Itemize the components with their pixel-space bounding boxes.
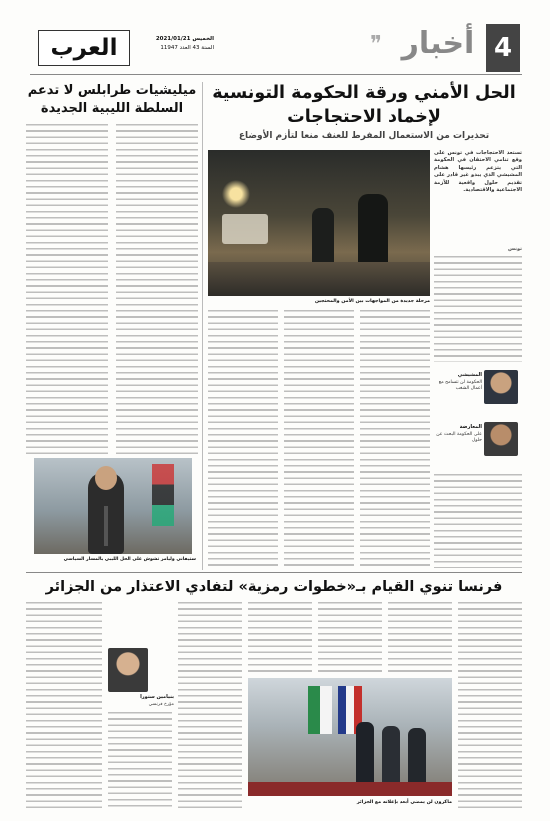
france-photo-caption: ماكرون لن يمضي أبعد بإعلانه مع الجزائر (356, 800, 452, 805)
main-photo (208, 150, 430, 296)
person-head (95, 466, 117, 490)
section-title: أخبار (401, 26, 475, 61)
france-photo (248, 678, 452, 796)
france-text-col-4 (248, 602, 312, 674)
main-text-col-1 (360, 310, 430, 568)
libya-photo-caption: ستيفاني وليامز تشوش على الحل الليبي بالمسار السياسي (63, 557, 196, 562)
france-quote-name: بنيامين ستورا (140, 694, 174, 700)
main-lead: تستعد الاحتجاجات في تونس على وقع تنامي الاحتقان في الحكومة التي يتزعم رئيسها هشام المشيشي الذي يبدو غير قادر على تقديم حلول واقعية للأزمة الاجتماعية والاقتصادية. (434, 150, 522, 194)
avatar-1 (484, 370, 518, 404)
quote-mark-icon: ❞ (370, 32, 382, 57)
libya-headline-line2: السلطة الليبية الجديدة (40, 101, 184, 116)
libya-text-col-left (26, 124, 108, 454)
quote-text-1: الحكومة لن تتسامح مع أعمال الشغب (438, 380, 482, 391)
header-rule (30, 74, 522, 75)
libya-photo (34, 458, 192, 554)
main-headline-line1: الحل الأمني ورقة الحكومة التونسية (212, 83, 516, 103)
france-avatar (108, 648, 148, 692)
france-text-col-7 (26, 602, 102, 810)
main-text-col-2 (284, 310, 354, 568)
france-text-col-3 (318, 602, 382, 674)
logo-text: العرب (50, 35, 118, 61)
flag-shape (152, 464, 174, 526)
quote-name-1: المشيشي (457, 372, 482, 378)
quote-text-2: على الحكومة البحث عن حلول (436, 432, 482, 443)
microphone (104, 506, 108, 546)
quote-name-2: المعارضة (459, 424, 482, 430)
page-number-badge: 4 (486, 24, 520, 72)
main-byline: تونس (508, 246, 522, 252)
libya-text-col-right (116, 124, 198, 454)
logo (38, 30, 130, 66)
vehicle (222, 214, 268, 244)
street-lights (218, 170, 278, 210)
main-photo-caption: مرحلة جديدة من المواجهات بين الأمن والمحتجين (314, 299, 430, 304)
libya-text-columns (26, 124, 198, 454)
main-text-col-3 (208, 310, 278, 568)
main-text-right-col (434, 256, 522, 362)
main-subheadline: تحذيرات من الاستعمال المفرط للعنف منعا لتأزم الأوضاع (238, 131, 490, 141)
police-figure-1 (312, 208, 334, 268)
red-carpet (248, 782, 452, 796)
date-line: الخميس 2021/01/21 (155, 36, 214, 42)
flag-algeria (308, 686, 332, 734)
france-headline: فرنسا تنوي القيام بـ«خطوات رمزية» لتفادي الاعتذار من الجزائر (45, 579, 503, 595)
libya-headline-line1: ميليشيات طرابلس لا تدعم (27, 83, 197, 98)
quote-box (434, 366, 522, 470)
france-quote-role: مؤرخ فرنسي (148, 702, 174, 707)
main-text-right-col-lower (434, 474, 522, 568)
avatar-2 (484, 422, 518, 456)
road (208, 262, 430, 296)
france-text-col-6 (108, 712, 172, 810)
column-divider (202, 82, 203, 570)
section-rule (26, 572, 522, 573)
france-text-col-2 (388, 602, 452, 674)
france-text-col-5 (178, 602, 242, 810)
main-headline-line2: لإخماد الاحتجاجات (287, 107, 441, 127)
france-text-col-1 (458, 602, 522, 810)
issue-line: السنة 43 العدد 11947 (160, 45, 214, 51)
